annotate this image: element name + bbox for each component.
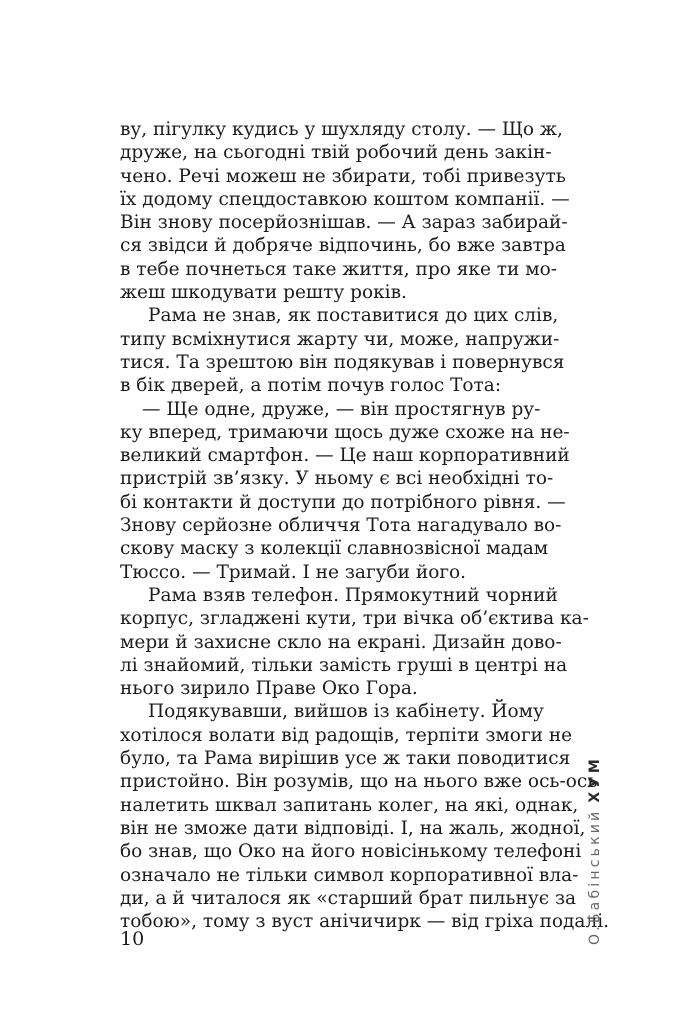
- text-line: ся звідси й добряче відпочинь, бо вже завтра: [120, 235, 566, 257]
- text-line: великий смартфон. — Це наш корпоративний: [120, 445, 570, 467]
- text-line: чено. Речі можеш не збирати, тобі привезуть: [120, 165, 566, 187]
- text-line: корпус, згладжені кути, три вічка об’єктива ка-: [120, 608, 589, 630]
- text-line: ку вперед, тримаючи щось дуже схоже на не-: [120, 421, 570, 443]
- running-head-author: О.Бабінський: [587, 808, 603, 945]
- text-line: Він знову посерйознішав. — А зараз забирай-: [120, 212, 568, 234]
- text-line: їх додому спецдоставкою коштом компанії. —: [120, 188, 570, 210]
- text-line: скову маску з колекції славнозвісної мадам: [120, 538, 549, 560]
- text-line: бо знав, що Око на його новісінькому телефоні: [120, 841, 582, 863]
- text-line: лі знайомий, тільки замість груші в центрі на: [120, 654, 568, 676]
- running-head: [587, 755, 603, 945]
- text-line-dialogue-start: — Ще одне, друже, — він простягнув ру-: [142, 398, 541, 420]
- text-line: було, та Рама вирішив усе ж таки поводитися: [120, 748, 571, 770]
- text-line: нього зирило Праве Око Гора.: [120, 678, 418, 700]
- text-line: мери й захисне скло на екрані. Дизайн дово-: [120, 631, 562, 653]
- text-line-paragraph-start: Подякувавши, вийшов із кабінету. Йому: [148, 701, 544, 723]
- text-line: бі контакти й доступи до потрібного рівня. —: [120, 491, 566, 513]
- text-line: типу всміхнутися жарту чи, може, напружи-: [120, 328, 560, 350]
- text-line: ву, пігулку кудись у шухляду столу. — Що ж,: [120, 119, 563, 140]
- text-line: друже, на сьогодні твій робочий день закін-: [120, 142, 552, 164]
- text-line: Тюссо. — Тримай. І не загуби його.: [120, 561, 467, 583]
- text-line: налетить шквал запитань колег, на які, однак,: [120, 794, 579, 816]
- running-head-title: ХУМ: [587, 755, 603, 803]
- text-line: Знову серйозне обличчя Тота нагадувало во-: [120, 515, 562, 537]
- text-line: пристрій зв’язку. У ньому є всі необхідні то-: [120, 468, 554, 490]
- text-line: означало не тільки символ корпоративної вла-: [120, 864, 579, 886]
- text-line: тися. Та зрештою він подякував і повернувся: [120, 351, 565, 373]
- text-line: він не зможе дати відповіді. І, на жаль, жодної,: [120, 817, 586, 839]
- text-line-paragraph-start: Рама не знав, як поставитися до цих слів,: [148, 305, 559, 327]
- text-line: хотілося волати від радощів, терпіти змоги не: [120, 724, 573, 746]
- text-line: тобою», тому з вуст анічичирк — від гріха подалі.: [120, 911, 610, 933]
- text-line-paragraph-start: Рама взяв телефон. Прямокутний чорний: [148, 584, 558, 606]
- page-number: 10: [120, 928, 145, 950]
- text-line: пристойно. Він розумів, що на нього вже ось-ось: [120, 771, 598, 793]
- text-line: ди, а й читалося як «старший брат пильнує за: [120, 887, 577, 909]
- text-line: жеш шкодувати решту років.: [120, 282, 407, 304]
- text-line: в бік дверей, а потім почув голос Тота:: [120, 375, 502, 397]
- text-line: в тебе почнеться таке життя, про яке ти мо-: [120, 258, 558, 280]
